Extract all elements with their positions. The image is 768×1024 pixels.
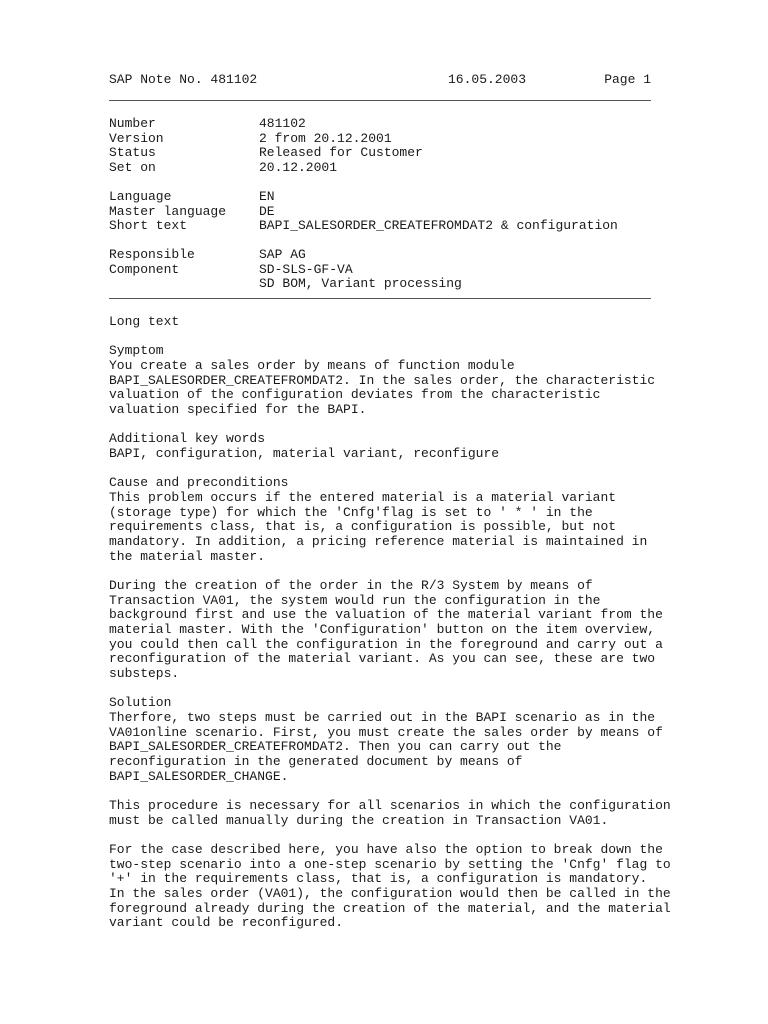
text-line: two-step scenario into a one-step scenario by setting the 'Cnfg' flag to xyxy=(109,856,671,872)
meta-row xyxy=(109,190,651,205)
meta-row xyxy=(109,277,651,292)
text-line: substeps. xyxy=(109,666,180,682)
meta-row xyxy=(109,263,651,278)
section-heading: Solution xyxy=(109,695,172,711)
text-line: During the creation of the order in the R/3 System by means of xyxy=(109,577,593,593)
section-heading: Symptom xyxy=(109,343,164,359)
solution-section xyxy=(109,695,663,784)
meta-row xyxy=(109,219,651,234)
meta-value: Released for Customer xyxy=(259,145,423,161)
meta-label xyxy=(109,277,259,292)
document-page xyxy=(109,72,671,946)
meta-value: SAP AG xyxy=(259,246,306,262)
meta-value: SD-SLS-GF-VA xyxy=(259,261,353,277)
note-metadata xyxy=(109,117,651,292)
meta-label: Status xyxy=(109,145,156,161)
meta-row xyxy=(109,205,651,220)
text-line: requirements class, that is, a configuration is possible, but not xyxy=(109,519,617,535)
symptom-section xyxy=(109,343,656,418)
page-header xyxy=(109,72,651,88)
meta-row xyxy=(109,117,651,132)
text-line: BAPI_SALESORDER_CREATEFROMDAT2. Then you can carry out the xyxy=(109,739,562,755)
meta-value: SD BOM, Variant processing xyxy=(259,276,462,292)
text-line: the material master. xyxy=(109,548,266,564)
meta-spacer xyxy=(109,176,651,190)
text-line: reconfiguration in the generated document by means of xyxy=(109,754,523,770)
meta-label: Responsible xyxy=(109,246,195,262)
meta-group-language xyxy=(109,190,651,234)
meta-value: 2 from 20.12.2001 xyxy=(259,130,392,146)
text-line: You create a sales order by means of function module xyxy=(109,357,515,373)
text-line: BAPI_SALESORDER_CHANGE. xyxy=(109,768,289,784)
meta-group-responsibility xyxy=(109,248,651,292)
meta-label: Version xyxy=(109,130,164,146)
meta-group-identification xyxy=(109,117,651,176)
text-line: BAPI_SALESORDER_CREATEFROMDAT2. In the sales order, the characteristic xyxy=(109,372,656,388)
meta-value: 20.12.2001 xyxy=(259,160,338,176)
section-heading: Long text xyxy=(109,314,180,330)
text-line: VA01online scenario. First, you must create the sales order by means of xyxy=(109,724,663,740)
text-line: valuation specified for the BAPI. xyxy=(109,402,367,418)
text-line: BAPI, configuration, material variant, reconfigure xyxy=(109,445,500,461)
text-line: material master. With the 'Configuration' button on the item overview, xyxy=(109,621,656,637)
text-line: reconfiguration of the material variant. As you can see, these are two xyxy=(109,651,656,667)
meta-row xyxy=(109,146,651,161)
meta-row xyxy=(109,161,651,176)
section-heading: Cause and preconditions xyxy=(109,475,289,491)
creation-paragraph xyxy=(109,577,663,682)
header-date: 16.05.2003 xyxy=(448,72,527,87)
text-line: This procedure is necessary for all scenarios in which the configuration xyxy=(109,798,671,814)
long-text-heading xyxy=(109,315,651,330)
meta-label: Component xyxy=(109,261,180,277)
case-paragraph xyxy=(109,841,671,931)
note-body xyxy=(109,314,671,931)
text-line: In the sales order (VA01), the configuration would then be called in the xyxy=(109,886,671,902)
page-number: Page 1 xyxy=(604,72,651,87)
text-line: This problem occurs if the entered material is a material variant xyxy=(109,489,617,505)
text-line: mandatory. In addition, a pricing reference material is maintained in xyxy=(109,533,648,549)
meta-label: Set on xyxy=(109,160,156,176)
meta-label: Master language xyxy=(109,203,227,219)
meta-spacer xyxy=(109,234,651,248)
text-line: (storage type) for which the 'Cnfg'flag is set to ' * ' in the xyxy=(109,504,593,520)
text-line: '+' in the requirements class, that is, a configuration is mandatory. xyxy=(109,871,648,887)
meta-row xyxy=(109,248,651,263)
text-line: For the case described here, you have also the option to break down the xyxy=(109,841,663,857)
meta-label: Short text xyxy=(109,218,188,234)
text-line: background first and use the valuation of the material variant from the xyxy=(109,607,663,623)
text-line: valuation of the configuration deviates from the characteristic xyxy=(109,387,601,403)
text-line: must be called manually during the creation in Transaction VA01. xyxy=(109,812,609,828)
header-divider xyxy=(109,100,651,101)
text-line: foreground already during the creation of the material, and the material xyxy=(109,900,671,916)
text-line: Transaction VA01, the system would run the configuration in the xyxy=(109,592,601,608)
meta-label: Language xyxy=(109,188,172,204)
text-line: Therfore, two steps must be carried out in the BAPI scenario as in the xyxy=(109,710,656,725)
meta-label: Number xyxy=(109,116,156,131)
metadata-divider xyxy=(109,298,651,299)
note-number: SAP Note No. 481102 xyxy=(109,72,258,87)
meta-value: 481102 xyxy=(259,116,306,131)
cause-section xyxy=(109,476,651,564)
text-line: you could then call the configuration in the foreground and carry out a xyxy=(109,636,663,652)
section-heading: Additional key words xyxy=(109,431,266,447)
procedure-paragraph xyxy=(109,798,671,828)
meta-row xyxy=(109,132,651,147)
meta-value: DE xyxy=(259,203,275,219)
meta-value: BAPI_SALESORDER_CREATEFROMDAT2 & configuration xyxy=(259,218,618,234)
keywords-section xyxy=(109,432,651,461)
text-line: variant could be reconfigured. xyxy=(109,915,344,931)
meta-value: EN xyxy=(259,188,275,204)
